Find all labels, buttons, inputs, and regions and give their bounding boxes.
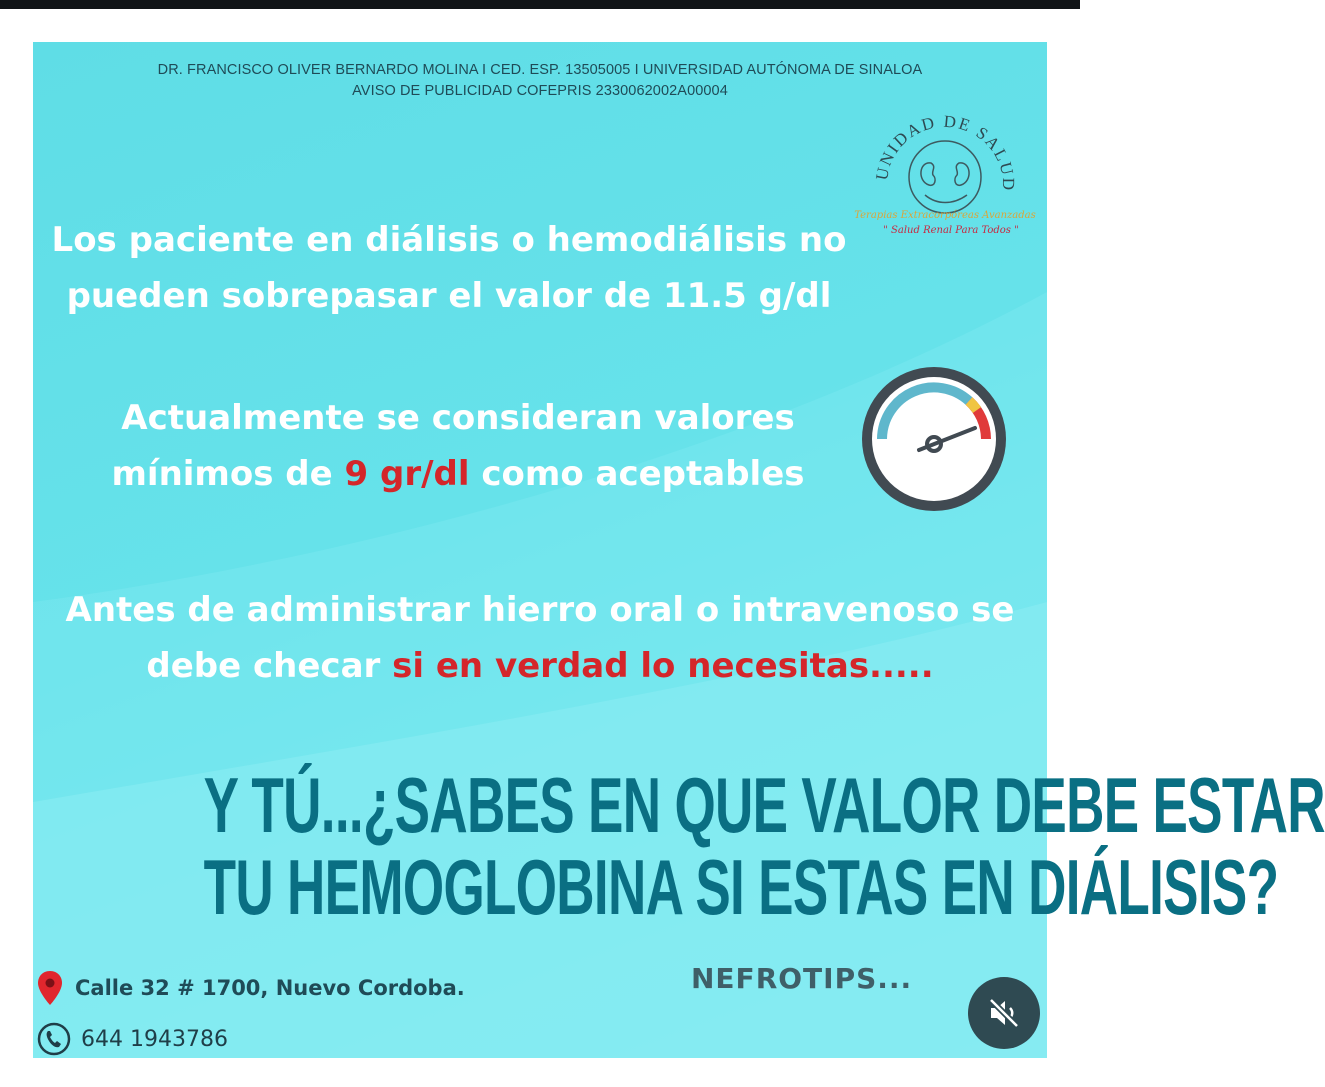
mute-button[interactable] xyxy=(968,977,1040,1049)
cofepris-notice: AVISO DE PUBLICIDAD COFEPRIS 2330062002A00004 xyxy=(352,83,728,99)
dialysis-limit-text: Los paciente en diálisis o hemodiálisis no pueden sobrepasar el valor de 11.5 g/dl xyxy=(51,220,847,316)
phone-row xyxy=(37,1022,228,1056)
need-check-highlight: si en verdad lo necesitas..... xyxy=(392,646,934,686)
phone-number: 644 1943786 xyxy=(81,1026,228,1052)
nefrotips-tag: NEFROTIPS... xyxy=(691,962,913,995)
mute-icon xyxy=(985,994,1023,1032)
question-headline-line1: Y TÚ...¿SABES EN QUE VALOR DEBE ESTAR xyxy=(203,761,1325,849)
question-headline-line2: TU HEMOGLOBINA SI ESTAS EN DIÁLISIS? xyxy=(203,843,1279,931)
top-status-bar xyxy=(0,0,1080,9)
doctor-credentials: DR. FRANCISCO OLIVER BERNARDO MOLINA I CED. ESP. 13505005 I UNIVERSIDAD AUTÓNOMA DE SINALOA xyxy=(157,62,923,78)
iron-advice-text: Antes de administrar hierro oral o intravenoso se debe checar si en verdad lo necesitas..... xyxy=(65,590,1015,686)
svg-text:" Salud Renal Para Todos ": " Salud Renal Para Todos " xyxy=(883,225,1019,236)
svg-text:UNIDAD DE SALUD RENAL: UNIDAD DE SALUD xyxy=(871,111,1019,193)
svg-text:Terapias Extracorpóreas Avanza: Terapias Extracorpóreas Avanzadas xyxy=(854,210,1036,221)
phone-icon xyxy=(37,1022,71,1056)
post-image xyxy=(33,42,1325,1058)
clinic-logo xyxy=(845,97,1045,247)
minimum-values-text: Actualmente se consideran valores mínimos de 9 gr/dl como aceptables xyxy=(111,398,805,494)
address-text: Calle 32 # 1700, Nuevo Cordoba. xyxy=(75,976,465,1000)
gauge-icon xyxy=(859,364,1009,514)
address-row xyxy=(37,970,465,1006)
minimum-value-highlight: 9 gr/dl xyxy=(344,454,470,494)
location-pin-icon xyxy=(37,970,63,1006)
